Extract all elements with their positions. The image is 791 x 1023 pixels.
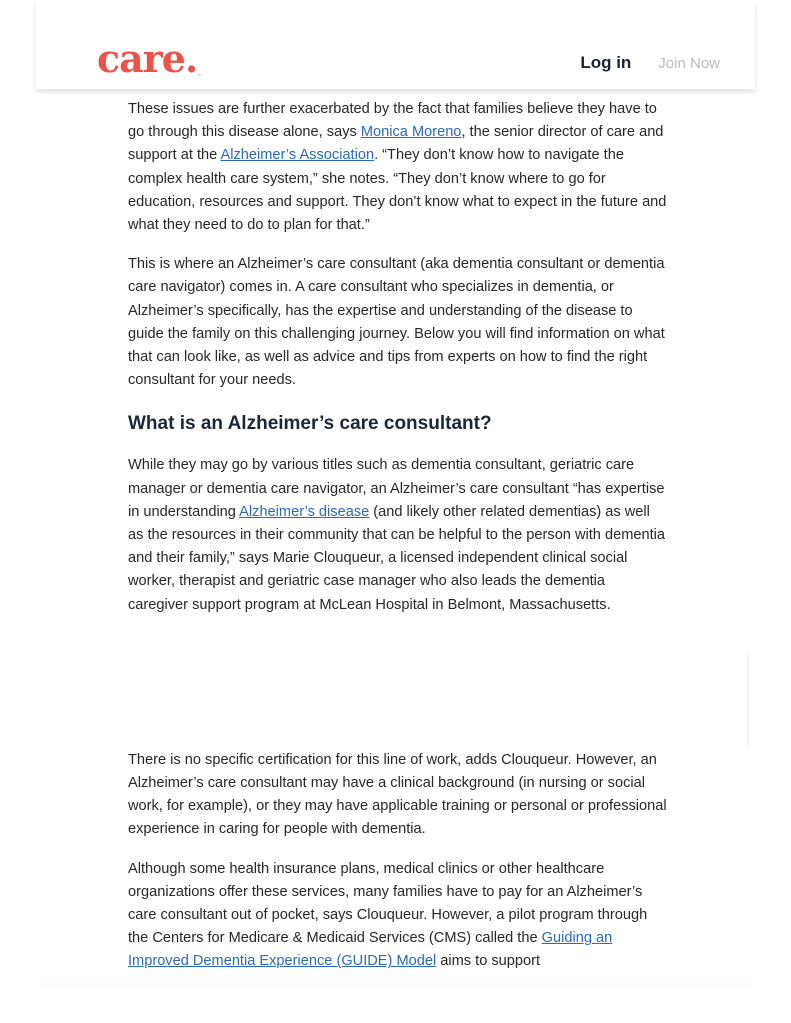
- paragraph-consultant-definition: [128, 454, 668, 616]
- paragraph-families-alone: [128, 98, 668, 237]
- trademark-mark: ™: [197, 73, 202, 78]
- ad-placeholder: [128, 633, 668, 749]
- alzheimers-association-link[interactable]: Alzheimer’s Association: [220, 147, 375, 164]
- scrollbar[interactable]: [747, 655, 749, 745]
- text: While they may go by various titles such as dementia consultant, geriatric care manager or dementia care navigator, an Alzheimer’s care consultant “has expertise in understanding: [128, 457, 665, 520]
- alzheimers-disease-link[interactable]: Alzheimer’s disease: [239, 503, 370, 520]
- text: Although some health insurance plans, medical clinics or other healthcare organizations offer these services, many families have to pay for an Alzheimer’s care consultant out of pocket, says Clouqueur. However, a pilot program through the Centers for Medicare & Medicaid Services (CMS) called the: [128, 860, 648, 947]
- login-link[interactable]: Log in: [580, 53, 632, 72]
- article-body: [128, 98, 668, 990]
- text: These issues are further exacerbated by the fact that families believe they have to go through this disease alone, says: [128, 101, 657, 141]
- join-now-link[interactable]: Join Now: [658, 54, 720, 72]
- text: (and likely other related dementias) as well as the resources in their community that can be helpful to the person with dementia and their family,” says Marie Clouqueur, a licensed independent clinical social worker, therapist and geriatric case manager who also leads the dementia caregiver support program at McLean Hospital in Belmont, Massachusetts.: [128, 503, 666, 613]
- paragraph-insurance: [128, 858, 668, 974]
- header-nav: [580, 53, 720, 73]
- guide-model-link[interactable]: Guiding an Improved Dementia Experience (GUIDE) Model: [128, 930, 613, 970]
- care-logo[interactable]: [97, 36, 202, 81]
- site-header: [36, 0, 755, 89]
- paragraph-certification: There is no specific certification for this line of work, adds Clouqueur. However, an Alzheimer’s care consultant may have a clinical background (in nursing or social work, for example), or they may have applicable training or personal or professional experience in caring for people with dementia.: [128, 751, 667, 838]
- text: . “They don’t know how to navigate the complex health care system,” she notes. “They don’t know where to go for education, resources and support. They don’t know what to expect in the future and what they need to do to plan for that.”: [128, 147, 667, 234]
- text: , the senior director of care and support at the: [128, 124, 664, 164]
- logo-text: care.: [97, 36, 198, 81]
- monica-moreno-link[interactable]: Monica Moreno: [360, 124, 462, 141]
- paragraph-care-consultant-intro: This is where an Alzheimer’s care consultant (aka dementia consultant or dementia care navigator) comes in. A care consultant who specializes in dementia, or Alzheimer’s specifically, has the expertise and understanding of the disease to guide the family on this challenging journey. Below you will find information on what that can look like, as well as advice and tips from experts on how to find the right consultant for your needs.: [128, 256, 665, 389]
- page-bottom-margin: [0, 987, 791, 1023]
- text: aims to support: [436, 953, 541, 970]
- section-heading: What is an Alzheimer’s care consultant?: [128, 413, 492, 435]
